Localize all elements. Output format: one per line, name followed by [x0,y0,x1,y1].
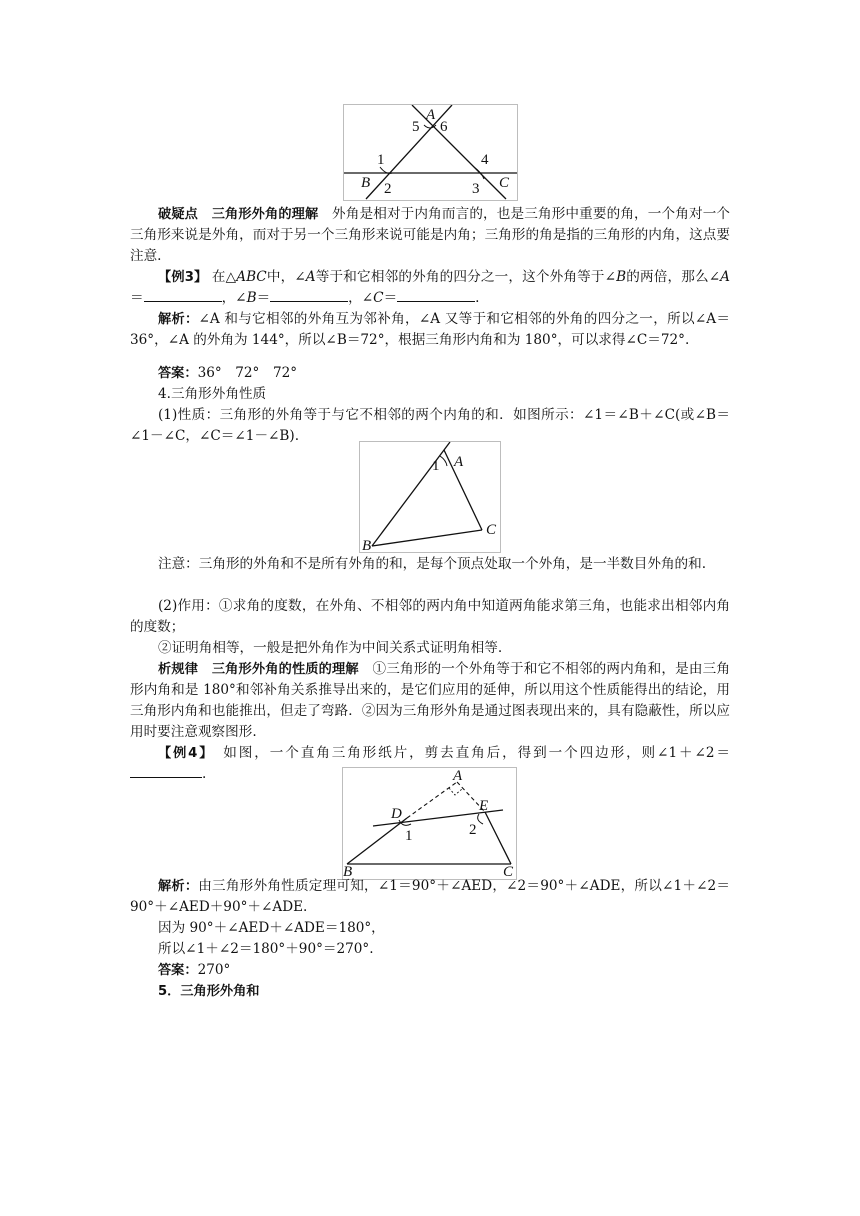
label-3: 3 [472,181,480,197]
example4-analysis: 解析：由三角形外角性质定理可知，∠1＝90°＋∠AED，∠2＝90°＋∠ADE，所以∠1＋∠2＝90°＋∠AED＋90°＋∠ADE. [130,878,730,915]
example3-answer: 答案：36° 72° 72° [158,365,298,381]
section4-property: (1)性质：三角形的外角等于与它不相邻的两个内角的和．如图所示：∠1＝∠B＋∠C(或∠B＝∠1－∠C，∠C＝∠1－∠B). [130,407,730,444]
answer-blank-a [144,288,222,302]
label-A: A [453,768,463,784]
example3-question: 【例3】 在△ABC中，∠A等于和它相邻的外角的四分之一，这个外角等于∠B的两倍，那么∠A＝ ，∠B＝ ，∠C＝ . [130,269,730,306]
section4-title: 4.三角形外角性质 [158,386,267,402]
label-1: 1 [432,458,440,474]
doubt-label: 破疑点 [158,207,198,222]
label-E: E [479,798,489,814]
label-1: 1 [377,152,385,168]
doubt-text: 外角是相对于内角而言的，也是三角形中重要的角，一个角对一个三角形来说是外角，而对于另一个三角形来说可能是内角；三角形的角是指的三角形的内角，这点要注意. [130,206,731,264]
example4-analysis-line3: 所以∠1＋∠2＝180°＋90°＝270°. [158,941,374,957]
label-6: 6 [440,119,448,135]
label-D: D [391,806,402,822]
example3-label: 【例3】 [158,270,208,285]
section5-title: 5．三角形外角和 [158,984,260,999]
example4-label: 【例4】 [158,746,208,761]
label-C: C [486,522,497,538]
section4-note: 注意：三角形的外角和不是所有外角的和，是每个顶点处取一个外角，是一半数目外角的和. [158,556,707,572]
label-B: B [343,864,353,879]
example4-answer: 答案：270° [158,962,231,978]
label-C: C [503,864,514,879]
label-2: 2 [384,181,392,197]
figure-cut-right-triangle [342,767,517,880]
label-B: B [362,538,372,552]
figure-exterior-angles-1 [343,104,518,201]
doubt-paragraph [130,204,730,267]
label-2: 2 [469,822,477,838]
label-4: 4 [481,152,489,168]
answer-blank [130,764,202,778]
answer-blank-b [270,288,348,302]
section4-usage-2: ②证明角相等，一般是把外角作为中间关系式证明角相等. [158,640,503,656]
answer-blank-c [397,288,475,302]
rule-title: 三角形外角的性质的理解 [211,662,359,677]
example4-analysis-line2: 因为 90°＋∠AED＋∠ADE＝180°， [158,920,385,936]
label-C: C [499,175,510,191]
label-A: A [426,107,436,123]
label-1: 1 [405,828,413,844]
label-B: B [361,175,371,191]
label-A: A [454,454,464,470]
section4-usage: (2)作用：①求角的度数，在外角、不相邻的两内角中知道两角能求第三角，也能求出相邻内角的度数； [130,598,730,635]
doubt-title: 三角形外角的理解 [211,207,319,222]
rule-label: 析规律 [158,662,199,677]
rule-paragraph: 析规律 三角形外角的性质的理解 ①三角形的一个外角等于和它不相邻的两内角和，是由三角形内角和是 180°和邻补角关系推导出来的，是它们应用的延伸，所以用这个性质能得出的结论，用三角形内角和也能推出，但走了弯路．②因为三角形外角是通过图表现出来的，具有隐蔽性，所以应用时要注意观察图形. [130,661,731,740]
example4-question: 【例4】 如图，一个直角三角形纸片，剪去直角后，得到一个四边形，则∠1＋∠2＝. [130,743,730,785]
label-5: 5 [412,119,420,135]
example3-analysis: 解析：∠A 和与它相邻的外角互为邻补角，∠A 又等于和它相邻的外角的四分之一，所以∠A＝36°，∠A 的外角为 144°，所以∠B＝72°，根据三角形内角和为 180°，可以求得∠C＝72°. [130,311,731,348]
figure-exterior-angle-property [359,441,501,553]
